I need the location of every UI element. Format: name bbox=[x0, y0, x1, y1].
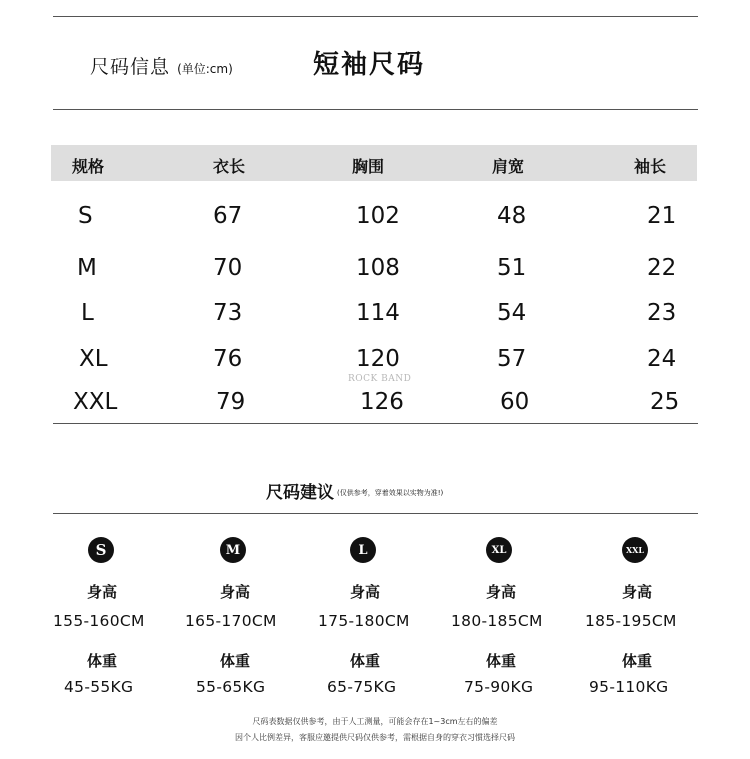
table-cell: 51 bbox=[497, 255, 527, 281]
table-cell: 60 bbox=[500, 389, 530, 415]
table-cell: L bbox=[81, 300, 94, 326]
weight-value: 75-90KG bbox=[464, 678, 534, 696]
size-suggestion-note: (仅供参考，穿着效果以实物为准!) bbox=[337, 489, 444, 497]
size-m-badge bbox=[220, 537, 246, 563]
size-info-label: 尺码信息 bbox=[90, 56, 171, 78]
column-header-sleeve: 袖长 bbox=[634, 157, 667, 176]
height-label: 身高 bbox=[350, 583, 381, 601]
height-label: 身高 bbox=[87, 583, 118, 601]
weight-value: 65-75KG bbox=[327, 678, 397, 696]
footnote-line-2: 因个人比例差异，客服应邀提供尺码仅供参考，需根据自身的穿衣习惯选择尺码 bbox=[235, 733, 515, 742]
table-cell: 48 bbox=[497, 203, 527, 229]
size-xxl-label: XXL bbox=[625, 545, 645, 555]
size-l-badge bbox=[350, 537, 376, 563]
table-bottom-rule bbox=[53, 423, 698, 424]
table-cell: 25 bbox=[650, 389, 680, 415]
column-header-spec: 规格 bbox=[72, 157, 105, 176]
table-cell: 54 bbox=[497, 300, 527, 326]
table-cell: 79 bbox=[216, 389, 246, 415]
height-label: 身高 bbox=[486, 583, 517, 601]
watermark: ROCK BAND bbox=[348, 374, 412, 384]
table-cell: S bbox=[78, 203, 93, 229]
table-cell: M bbox=[77, 255, 97, 281]
top-rule bbox=[53, 16, 698, 17]
table-cell: 22 bbox=[647, 255, 677, 281]
table-cell: 114 bbox=[356, 300, 400, 326]
weight-value: 95-110KG bbox=[589, 678, 669, 696]
table-cell: 24 bbox=[647, 346, 677, 372]
column-header-length: 衣长 bbox=[213, 157, 246, 176]
height-label: 身高 bbox=[622, 583, 653, 601]
header-rule bbox=[53, 109, 698, 110]
footnote-line-1: 尺码表数据仅供参考，由于人工测量，可能会存在1~3cm左右的偏差 bbox=[252, 717, 498, 726]
table-cell: 57 bbox=[497, 346, 527, 372]
weight-label: 体重 bbox=[87, 652, 118, 670]
table-cell: 23 bbox=[647, 300, 677, 326]
suggestion-rule bbox=[53, 513, 698, 514]
size-m-label: M bbox=[225, 542, 241, 558]
table-cell: XXL bbox=[73, 389, 118, 415]
weight-value: 45-55KG bbox=[64, 678, 134, 696]
table-cell: 120 bbox=[356, 346, 400, 372]
table-cell: 126 bbox=[360, 389, 404, 415]
table-cell: 70 bbox=[213, 255, 243, 281]
height-value: 165-170CM bbox=[185, 612, 277, 630]
size-suggestion-title: 尺码建议 bbox=[266, 483, 334, 503]
weight-label: 体重 bbox=[350, 652, 381, 670]
size-xl-badge bbox=[486, 537, 512, 563]
size-suggestion-heading bbox=[266, 478, 443, 503]
table-cell: 67 bbox=[213, 203, 243, 229]
table-cell: 21 bbox=[647, 203, 677, 229]
weight-label: 体重 bbox=[486, 652, 517, 670]
table-cell: 108 bbox=[356, 255, 400, 281]
table-cell: 76 bbox=[213, 346, 243, 372]
column-header-shoulder: 肩宽 bbox=[492, 157, 525, 176]
size-xxl-badge bbox=[622, 537, 648, 563]
size-l-label: L bbox=[358, 542, 368, 558]
height-value: 155-160CM bbox=[53, 612, 145, 630]
table-cell: 73 bbox=[213, 300, 243, 326]
column-header-chest: 胸围 bbox=[352, 157, 385, 176]
weight-value: 55-65KG bbox=[196, 678, 266, 696]
size-s-badge bbox=[88, 537, 114, 563]
size-info-heading bbox=[90, 52, 233, 79]
unit-label: (单位:cm) bbox=[177, 62, 233, 76]
table-cell: XL bbox=[79, 346, 108, 372]
page-title: 短袖尺码 bbox=[313, 50, 426, 80]
table-cell: 102 bbox=[356, 203, 400, 229]
weight-label: 体重 bbox=[220, 652, 251, 670]
weight-label: 体重 bbox=[622, 652, 653, 670]
height-value: 175-180CM bbox=[318, 612, 410, 630]
size-s-label: S bbox=[95, 541, 107, 559]
height-value: 180-185CM bbox=[451, 612, 543, 630]
height-value: 185-195CM bbox=[585, 612, 677, 630]
size-xl-label: XL bbox=[491, 544, 507, 556]
height-label: 身高 bbox=[220, 583, 251, 601]
